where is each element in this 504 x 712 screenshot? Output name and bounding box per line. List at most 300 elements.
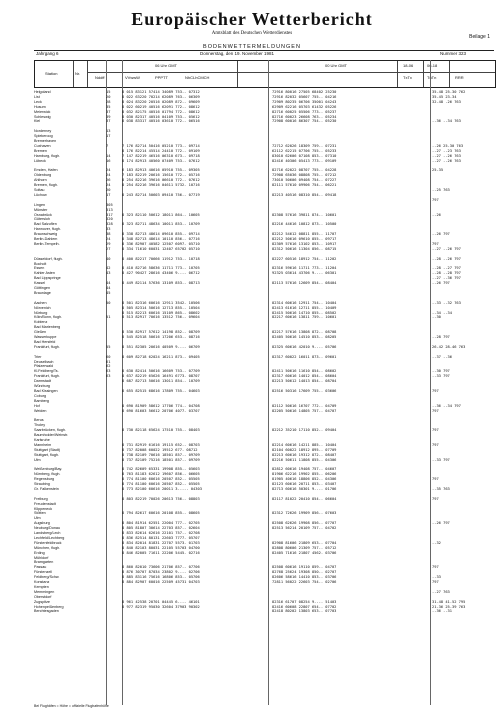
extremes-group: --30 797 <box>432 369 450 374</box>
station-name: Konstanz <box>34 580 50 584</box>
obs-00-group: 82216 44616 10812 873-- 10500 <box>272 222 337 227</box>
station-name: Passau <box>34 565 47 570</box>
obs-00-group: 82513 56214 20109 757-- 04702 <box>272 526 337 531</box>
table-row <box>34 609 494 614</box>
obs-06-group: 7 176 82714 50416 05210 773-- 09714 <box>122 143 200 148</box>
station-name: Helgoland <box>34 90 51 94</box>
obs-00-group: 82713 60616 50301 9---- 01706 <box>272 486 337 491</box>
header-divider <box>87 72 495 73</box>
station-name: Deuselbach <box>34 359 54 364</box>
footnote: Bei Flughäfen = Höhe = offizielle Flughafenhöhe <box>34 704 109 708</box>
extremes-group: 35-48 25-30 762 <box>432 90 466 94</box>
station-name: Karlsruhe <box>34 437 50 442</box>
station-name: Freudenstadt <box>34 501 56 506</box>
obs-00-group: 82405 71616 21807 4562- 03706 <box>272 550 337 555</box>
station-number: 317 <box>106 212 113 217</box>
station-name: Bad Marienberg <box>34 325 61 330</box>
station-name: Hannover, flugh. <box>34 227 61 232</box>
obs-06-group: 8 876 30707 87034 23802 9---- 02706 <box>122 570 200 575</box>
station-name: Mühldorf <box>34 555 49 560</box>
obs-00-group: 82123 60616 20711 853-- 03407 <box>272 482 337 486</box>
extremes-group: --27 --23 763 <box>432 148 461 153</box>
obs-00-group: 82908 81606 21809 653-- 07704 <box>272 540 337 545</box>
extremes-group: --26 <box>432 212 441 217</box>
station-name: Stuttgart (Stadt) <box>34 447 61 452</box>
obs-00-group: 72908 65036 08808 755-- 07212 <box>272 173 337 178</box>
extremes-group: --34 --34 <box>432 310 452 315</box>
station-name: Schleswig <box>34 114 51 119</box>
obs-06-group: 8 860 82010 73606 21706 857-- 07706 <box>122 565 200 570</box>
extremes-group: 797 <box>432 477 439 482</box>
obs-06-group: 8 773 82100 60616 20011 3----- 04303 <box>122 486 202 491</box>
obs-06-group: 8 885 83116 75616 16806 853-- 05706 <box>122 575 200 580</box>
obs-06-group: 8 334 71610 60031 12407 65702 05710 <box>122 246 200 251</box>
station-name: Memmingen <box>34 589 55 594</box>
station-name: List <box>34 94 40 99</box>
station-number: 328 <box>106 222 113 227</box>
issue-date: Donnerstag, den 19. November 1981 <box>200 51 275 56</box>
header-sep <box>449 61 450 87</box>
extremes-group: --28 --26 797 <box>432 256 461 261</box>
station-name: Fürstenzell <box>34 570 53 575</box>
obs-00-group: 82213 60616 19312 872-- 08407 <box>272 452 337 457</box>
obs-00-group: 92325 03614 43706 9---- 06301 <box>272 271 337 276</box>
obs-06-group: 8 774 81100 60616 20507 852-- 05505 <box>122 477 200 482</box>
col-sub1: Nddff <box>95 75 105 80</box>
station-name: Ahlhorn <box>34 178 47 183</box>
col-sub3: PPPTT <box>155 75 168 80</box>
station-number: 24 <box>106 173 111 178</box>
station-number: 24 <box>106 168 111 173</box>
header-sep <box>237 61 238 87</box>
station-name: Leck <box>34 99 42 104</box>
station-name: Nörvenich <box>34 305 51 310</box>
obs-00-group: 82716 62022 08707 755-- 04228 <box>272 168 337 173</box>
obs-06-group: 8 846 82005 71611 22206 5445- 02716 <box>122 550 200 555</box>
station-number: 62 <box>106 364 111 369</box>
station-number: 320 <box>106 217 113 222</box>
station-number: 27 <box>106 246 111 251</box>
extremes-group: --28 --28 797 <box>432 271 461 276</box>
obs-06-group: 8 323 82711 48634 10011 853-- 10709 <box>122 222 200 227</box>
obs-06-group: 8 032 82175 40516 01794 772-- 08612 <box>122 109 200 114</box>
extremes-group: --28 --27 797 <box>432 266 461 271</box>
station-name: Straubing <box>34 482 50 486</box>
station-name: Aachen <box>34 300 47 305</box>
obs-00-group: 81906 62216 19902 855-- 06206 <box>272 472 337 477</box>
obs-06-group: 8 022 60219 40516 62091 772-- 08612 <box>122 104 200 109</box>
station-name: Bocholt <box>34 261 47 266</box>
obs-00-group: 83010 62606 07108 853-- 07310 <box>272 153 337 158</box>
station-number: 7 <box>106 143 109 148</box>
obs-00-group: 82213 50612 14013 854-- 08704 <box>272 379 337 384</box>
station-name: Cuxhaven <box>34 143 51 148</box>
obs-00-group: 82314 60616 12911 754-- 10404 <box>272 300 337 305</box>
station-name: Weiden <box>34 408 47 413</box>
obs-00-group: 72916 80016 27505 68402 25230 <box>272 90 337 94</box>
obs-00-group: 82217 57616 13808 872-- 08708 <box>272 330 337 335</box>
obs-00-group: 82317 60616 14012 854-- 08604 <box>272 374 337 379</box>
obs-00-group: 82316 61707 08254 9---- 51403 <box>272 599 337 604</box>
station-number: 14 <box>106 153 111 158</box>
obs-00-group: 82416 40306 05413 773-- 09109 <box>272 158 337 163</box>
station-name: Mannheim <box>34 442 52 447</box>
station-number: 16 <box>106 158 111 163</box>
extremes-group: --25 763 <box>432 188 450 192</box>
station-number: 305 <box>106 202 113 207</box>
obs-00-group: 82808 80606 21309 757-- 05712 <box>272 545 337 550</box>
obs-06-group: 8 400 82217 70666 11912 753-- 10718 <box>122 256 200 261</box>
station-name: Ulm <box>34 457 41 462</box>
obs-06-group: 7 147 82219 46516 06310 673-- 09718 <box>122 153 200 158</box>
obs-06-group: 8 803 82219 70026 20613 756-- 08803 <box>122 496 200 501</box>
extremes-group: 797 <box>432 442 439 447</box>
obs-00-group: 72908 60016 86307 754-- 05230 <box>272 119 337 124</box>
obs-00-group: 72712 62026 18309 759-- 07231 <box>272 143 337 148</box>
obs-06-group: 8 515 82213 60616 15109 865-- 08602 <box>122 310 200 315</box>
extremes-group: --35 763 <box>432 486 450 491</box>
station-name: Frankfurt, flugh. <box>34 374 60 379</box>
obs-06-group: 8 884 82907 60016 22509 45731 04703 <box>122 580 200 584</box>
obs-00-group: 82418 80202 13803 653-- 07703 <box>272 609 337 614</box>
obs-00-group: 82312 50616 11304 856-- 08715 <box>272 246 337 251</box>
station-name: Feldberg/Schw. <box>34 575 60 580</box>
station-name: Kahler Asten <box>34 271 55 276</box>
extremes-group: --27 --26 797 <box>432 246 461 251</box>
obs-00-group: 72909 80235 06706 35001 04243 <box>272 99 337 104</box>
header-sep <box>397 61 398 87</box>
col-sub5: TxTx <box>403 75 412 80</box>
station-number: 29 <box>106 241 111 246</box>
obs-06-group: 8 630 82414 50616 16609 753-- 07709 <box>122 369 200 374</box>
station-number: 44 <box>106 286 111 290</box>
station-name: Braunlage <box>34 290 51 295</box>
station-name: Frankfurt, flugh. <box>34 344 60 349</box>
obs-00-group: 82325 60616 42010 9---- 05706 <box>272 344 337 349</box>
obs-06-group: 8 737 82008 60022 19512 677- 08712 <box>122 447 198 452</box>
station-name: Trier <box>34 354 42 359</box>
obs-00-group: 82308 57616 39811 874-- 10601 <box>272 212 337 217</box>
obs-00-group: 82317 60022 16011 873-- 09601 <box>272 354 337 359</box>
station-name: Wasserkuppe <box>34 335 57 339</box>
station-name: Bad Salzuflen <box>34 222 57 227</box>
station-name: Bad Hersfeld <box>34 339 56 344</box>
header-sep <box>73 61 74 87</box>
issue-number: Nummer 323 <box>440 51 467 56</box>
obs-06-group: 8 551 82305 20616 40509 9---- 06709 <box>122 344 200 349</box>
obs-06-group: 8 690 81603 56612 20706 4077- 03707 <box>122 408 200 413</box>
obs-00-group: 82415 50616 14710 855-- 08502 <box>272 310 337 315</box>
station-name: Nürnberg, flugh. <box>34 472 61 477</box>
extremes-group: 21-36 25-39 763 <box>432 604 466 609</box>
obs-00-group: 82212 54612 08811 855-- 11707 <box>272 232 337 237</box>
obs-06-group: 8 243 82714 50603 09410 756-- 07719 <box>122 192 200 197</box>
station-name: Berchtesgaden <box>34 609 59 614</box>
obs-00-group: 82213 40516 08310 854-- 09418 <box>272 192 337 197</box>
obs-00-group: 82508 62626 19908 856-- 07707 <box>272 521 337 526</box>
station-number: 20 <box>106 188 111 192</box>
station-number: 313 <box>106 207 113 212</box>
station-name: Darmstadt <box>34 379 52 384</box>
obs-06-group: 8 022 63220 70214 62089 763-- 06309 <box>122 94 200 99</box>
station-name: Baumholder/Weinstr. <box>34 433 69 437</box>
extremes-group: --33 <box>432 575 441 580</box>
station-name: Oberstdorf <box>34 594 52 599</box>
obs-00-group: 82216 50611 11808 855-- 04306 <box>272 457 337 462</box>
obs-06-group: 8 609 82718 62024 16211 873-- 09405 <box>122 354 200 359</box>
obs-00-group: 62112 62215 07706 755-- 05233 <box>272 148 337 153</box>
extremes-group: --26 797 <box>432 281 450 286</box>
obs-00-group: 82104 60022 18912 895-- 07709 <box>272 447 337 452</box>
obs-06-group: 8 742 82609 65331 19908 855-- 05603 <box>122 467 200 472</box>
station-name: Osnabrück <box>34 212 52 217</box>
obs-06-group: 8 323 82110 50612 18011 864-- 10605 <box>122 212 200 217</box>
col-sub2: VVwwW <box>125 75 140 80</box>
station-number: 43 <box>106 271 111 276</box>
station-name: Spiekeroog <box>34 134 53 139</box>
station-name: Kempten <box>34 584 49 589</box>
station-name: Saarbrücken, flugh. <box>34 428 66 433</box>
obs-00-group: 82405 50616 14510 853-- 08205 <box>272 335 337 339</box>
station-name: Bad Kissingen <box>34 388 58 393</box>
report-title: Europäischer Wetterbericht <box>131 9 373 29</box>
col-station: Station <box>45 71 58 76</box>
obs-06-group: 8 655 82515 68616 17809 755-- 04603 <box>122 388 200 393</box>
station-name: Bad Lippspringe <box>34 276 61 281</box>
obs-06-group: 8 545 82518 50616 17206 653-- 08716 <box>122 335 200 339</box>
station-name: Nürburg <box>34 310 48 315</box>
station-name: Essen <box>34 266 45 271</box>
extremes-group: 797 <box>432 428 439 433</box>
station-name: Münster <box>34 207 48 212</box>
station-name: Lübeck <box>34 158 46 163</box>
obs-06-group: 8 977 82319 95030 32604 37903 90302 <box>122 604 200 609</box>
obs-06-group: 8 427 90427 28616 43406 9---- 06712 <box>122 271 200 276</box>
obs-06-group: 8 690 81909 58612 17706 774-- 04708 <box>122 403 200 408</box>
station-number: 35 <box>106 104 111 109</box>
station-name: Erding <box>34 550 45 555</box>
report-subtitle: Amtsblatt des Deutschen Wetterdienstes <box>211 31 293 36</box>
obs-00-group: 82413 61616 12711 855-- 10409 <box>272 305 337 310</box>
station-number: 55 <box>106 344 111 349</box>
station-name: Zugspitze <box>34 599 50 604</box>
station-name: Bremen, flugh. <box>34 183 58 188</box>
obs-06-group: 8 687 82713 50616 13011 854-- 10709 <box>122 379 200 384</box>
station-name: Norderney <box>34 129 52 134</box>
obs-00-group: 82416 60608 22807 654-- 07702 <box>272 604 337 609</box>
extremes-group: --36 --31 <box>432 609 452 614</box>
extremes-group: --33 --32 763 <box>432 300 461 305</box>
obs-06-group: 8 501 82316 60616 12911 3542- 10506 <box>122 300 200 305</box>
station-name: Lüchow <box>34 192 47 197</box>
extremes-group: --27 --26 763 <box>432 153 461 158</box>
col-sub7: RRR <box>455 75 464 80</box>
obs-06-group: 8 015 83121 57414 34089 753-- 07312 <box>122 90 200 94</box>
obs-00-group: 82411 50616 11610 854-- 08602 <box>272 369 337 374</box>
obs-00-group: 82212 35210 17110 852-- 09404 <box>272 428 337 433</box>
station-name: Würzburg <box>34 384 50 388</box>
obs-00-group: 82227 60516 18912 754-- 11202 <box>272 256 337 261</box>
obs-06-group: 8 030 82317 40516 04109 753-- 05612 <box>122 114 200 119</box>
obs-06-group: 8 805 81807 30614 22703 857-- 02604 <box>122 526 200 531</box>
station-number: 24 <box>106 183 111 188</box>
station-name: Düsseldorf, flugh. <box>34 256 63 261</box>
extremes-group: --30 <box>432 315 441 320</box>
station-number: 17 <box>106 192 111 197</box>
station-name: Bamberg <box>34 398 49 403</box>
obs-00-group: 82516 50316 17609 755-- 03606 <box>272 388 337 393</box>
header-sep <box>423 61 424 87</box>
obs-06-group: 8 513 82917 70616 13512 756-- 09604 <box>122 315 200 320</box>
station-number: 51 <box>106 315 111 320</box>
obs-06-group: 6 183 82913 40616 05910 755-- 09305 <box>122 168 200 173</box>
obs-06-group: 8 176 82214 45514 24410 772-- 09109 <box>122 148 200 153</box>
extremes-group: --36 --34 763 <box>432 119 461 124</box>
station-number: 40 <box>106 256 111 261</box>
station-number: 39 <box>106 114 111 119</box>
station-name: Hohenpeißenberg <box>34 604 64 609</box>
extremes-group: --28 797 <box>432 335 450 339</box>
extremes-group: 797 <box>432 580 439 584</box>
extremes-group: 797 <box>432 241 439 246</box>
extremes-group: --26 797 <box>432 521 450 526</box>
station-name: Augsburg <box>34 521 50 526</box>
extremes-group: --32 <box>432 540 441 545</box>
station-name: Coburg <box>34 393 47 398</box>
obs-06-group: 8 774 81100 60616 20507 852-- 05505 <box>122 482 200 486</box>
obs-00-group: 82111 57610 09906 754-- 06221 <box>272 183 337 188</box>
station-name: Tholey <box>34 423 46 428</box>
extremes-group: 797 <box>432 408 439 413</box>
obs-06-group: 8 737 82109 75216 18501 857-- 09709 <box>122 457 200 462</box>
obs-00-group: 82316 59616 11711 773-- 11204 <box>272 266 337 271</box>
station-name: Stuttgart, flugh. <box>34 452 60 457</box>
obs-06-group: 8 833 82614 62616 22101 757-- 02708 <box>122 531 200 535</box>
station-name: Lingen <box>34 202 46 207</box>
obs-06-group: 8 174 82913 40560 07409 753-- 07612 <box>122 158 200 163</box>
col-nr: Nr. <box>75 71 81 76</box>
station-name: Hof <box>34 403 40 408</box>
obs-06-group: 8 730 82118 65624 17510 755-- 08403 <box>122 428 200 433</box>
station-name: Bramgarten <box>34 560 54 565</box>
station-name: Freiburg <box>34 496 48 501</box>
obs-00-group: 82214 60616 14211 885-- 10404 <box>272 442 337 447</box>
station-name: Lechfeld/Lechberg <box>34 535 65 540</box>
station-name: Bremerhaven <box>34 139 57 143</box>
extremes-group: 797 <box>432 496 439 501</box>
extremes-group: 32-48 -26 763 <box>432 99 461 104</box>
obs-00-group: 82212 50616 09610 855-- 09717 <box>272 237 337 241</box>
obs-06-group: 8 840 82103 80031 22105 55703 04700 <box>122 545 200 550</box>
obs-06-group: 7 183 82219 20616 15610 772-- 05716 <box>122 173 200 178</box>
jahrgang: Jahrgang 6 <box>36 51 59 56</box>
obs-06-group: 8 336 82907 40582 12507 6097- 05710 <box>122 241 200 246</box>
station-name: Bremen <box>34 148 47 153</box>
obs-00-group: 82508 60616 19110 859-- 04707 <box>272 565 337 570</box>
obs-00-group: 82117 81022 20410 854-- 06604 <box>272 496 337 501</box>
station-name: Neuburg/Donau <box>34 526 61 531</box>
station-name: Meierwick <box>34 109 51 114</box>
extremes-group: 35-45 23-34 <box>432 94 457 99</box>
station-number: 17 <box>106 134 111 139</box>
station-name: Oldenburg <box>34 173 52 178</box>
station-number: 61 <box>106 359 111 364</box>
obs-06-group: 8 637 82219 65626 16491 6773- 08707 <box>122 374 200 379</box>
station-name: Kiel <box>34 119 41 124</box>
station-number: 24 <box>106 237 111 241</box>
station-number: 50 <box>106 300 111 305</box>
obs-06-group: 8 836 82514 80131 22603 7777- 05707 <box>122 535 200 540</box>
station-number: 15 <box>106 90 111 94</box>
obs-00-group: 82768 25624 19308 850-- 02707 <box>272 570 337 575</box>
extremes-group: --27 --26 763 <box>432 158 461 163</box>
section-title: BODENWETTERMELDUNGEN <box>203 44 301 50</box>
station-name: Hamburg, flugh. <box>34 153 61 158</box>
obs-06-group: 8 763 81183 62612 19607 856-- 06605 <box>122 472 200 477</box>
col-extra1: 18-06 <box>403 63 414 68</box>
obs-00-group: 82716 60025 05506 773-- 05237 <box>272 109 337 114</box>
station-name: Kassel <box>34 281 46 286</box>
station-name: München, flugh. <box>34 545 61 550</box>
col-sub4: NhCLhCMCH <box>185 75 210 80</box>
station-number: 63 <box>106 374 111 379</box>
obs-06-group: 8 038 83317 40516 03610 772-- 06516 <box>122 119 200 124</box>
obs-00-group: 82812 60616 19408 757-- 04607 <box>272 467 337 472</box>
obs-06-group: 8 449 82114 57636 13109 853-- 08713 <box>122 281 200 286</box>
obs-06-group: 8 254 82216 39616 06610 772-- 07612 <box>122 178 200 183</box>
obs-06-group: 8 410 82716 58636 11711 773-- 10705 <box>122 266 200 271</box>
station-name: Kl.Feldberg/Ts. <box>34 369 59 374</box>
station-number: 60 <box>106 354 111 359</box>
col-obs1: 06 Uhr GMT <box>155 63 178 68</box>
obs-00-group: 82606 58616 14410 853-- 03706 <box>272 575 337 580</box>
obs-00-group: 73010 50606 09408 754-- 07227 <box>272 178 337 183</box>
obs-00-group: 72916 82032 05607 755-- 04216 <box>272 94 337 99</box>
station-number: 28 <box>106 99 111 104</box>
station-name: Berlin-Dahlem <box>34 237 58 241</box>
station-name: Soltau <box>34 188 45 192</box>
obs-06-group: 8 731 82919 61616 19115 652-- 08703 <box>122 442 200 447</box>
extremes-group: 797 <box>432 565 439 570</box>
station-number: 33 <box>106 227 111 232</box>
extremes-group: 25-35 <box>432 168 444 173</box>
col-obs2: 00 Uhr GMT <box>325 63 348 68</box>
station-name: Fürstenfeldbruck <box>34 540 62 545</box>
extremes-group: --27 763 <box>432 589 450 594</box>
station-number: 63 <box>106 369 111 374</box>
station-name: Husum <box>34 104 46 109</box>
station-name: Braunschweig <box>34 232 58 237</box>
station-name: Koblenz <box>34 320 48 325</box>
extremes-group: 797 <box>432 197 439 202</box>
extremes-group: --26 25-30 763 <box>432 143 464 148</box>
obs-00-group: 82217 60616 13811 759-- 10601 <box>272 315 337 320</box>
obs-06-group: 8 961 42538 20701 04445 6---- 46101 <box>122 599 200 604</box>
station-number: 13 <box>106 129 111 134</box>
extremes-group: --36 --34 797 <box>432 403 461 408</box>
obs-00-group: 82716 60023 26608 763-- 05234 <box>272 114 337 119</box>
station-number: 26 <box>106 178 111 183</box>
station-name: Gütersloh <box>34 217 50 222</box>
obs-06-group: 8 738 82109 70616 18501 857-- 09709 <box>122 452 200 457</box>
extremes-group: 31-48 41-52 795 <box>432 599 466 604</box>
obs-00-group: 82309 57616 13102 853-- 10917 <box>272 241 337 246</box>
obs-06-group: 8 505 82314 50616 12713 855-- 10504 <box>122 305 200 310</box>
obs-00-group: 82312 72626 19909 856-- 07603 <box>272 511 337 516</box>
extremes-group: --33 797 <box>432 457 450 462</box>
station-name: Landsberg/Lech <box>34 531 61 535</box>
station-number: 45 <box>106 290 111 295</box>
